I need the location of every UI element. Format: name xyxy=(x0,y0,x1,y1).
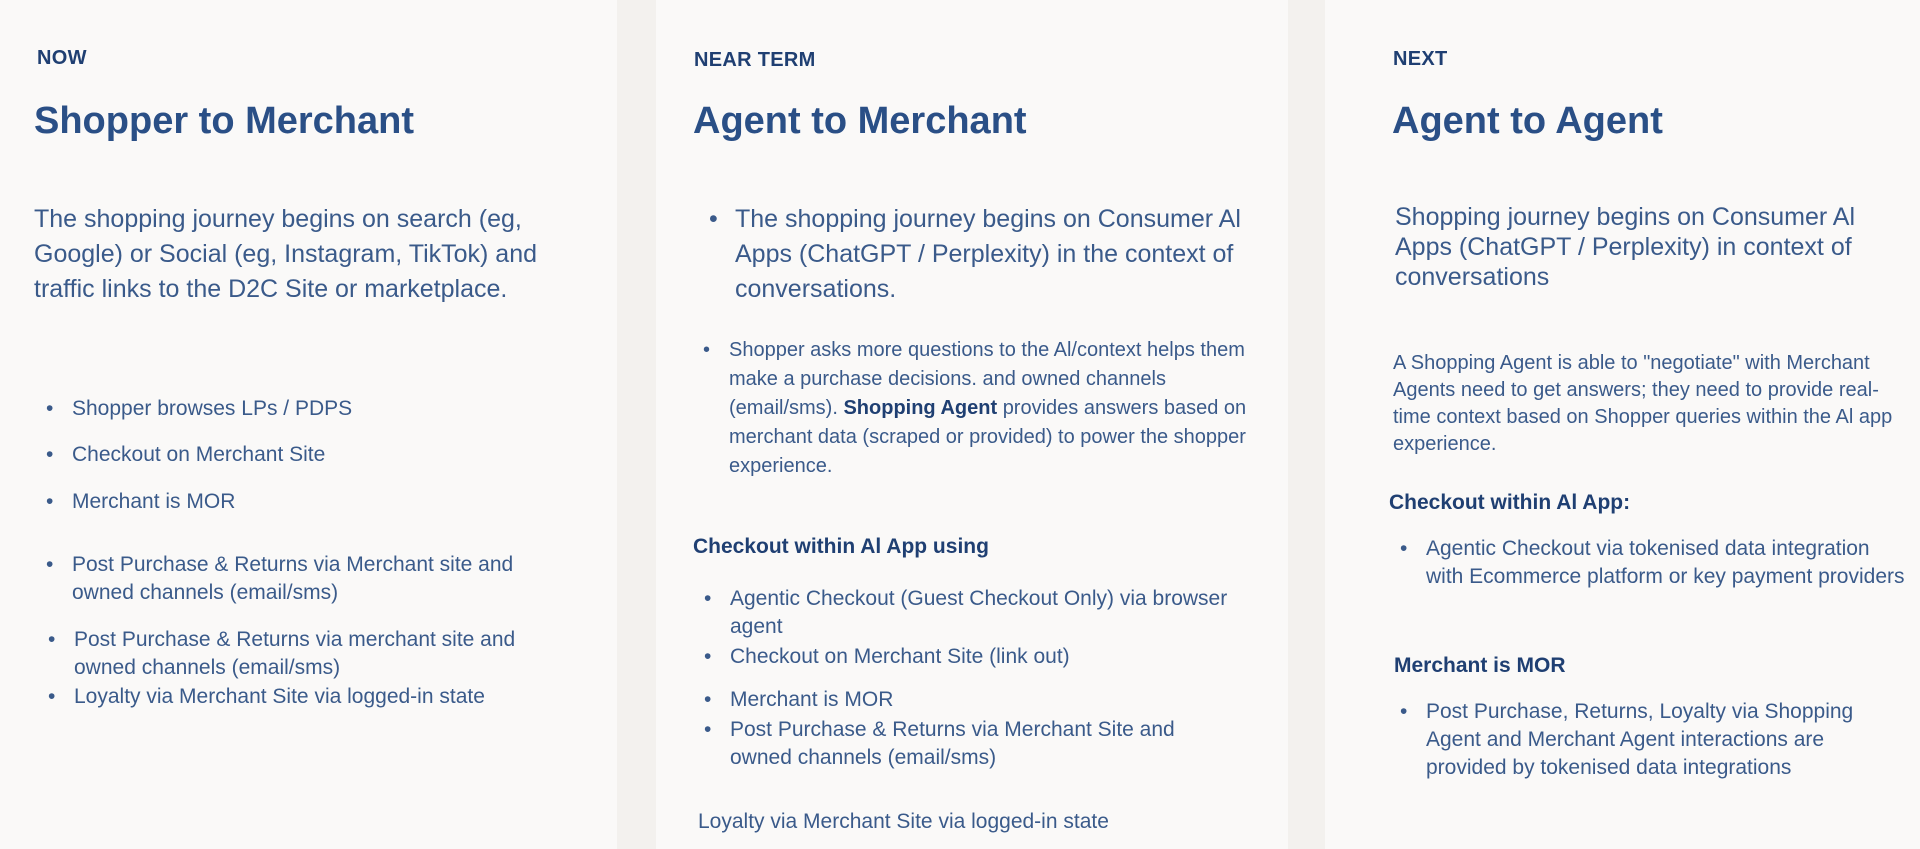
column-title: Shopper to Merchant xyxy=(34,100,415,142)
bullet-icon: • xyxy=(46,490,54,513)
bullet-icon: • xyxy=(704,718,712,741)
bullet-icon: • xyxy=(1400,537,1408,560)
list-item: • Post Purchase & Returns via merchant site and owned channels (email/sms) xyxy=(48,628,516,679)
list-item: • Post Purchase & Returns via Merchant site and owned channels (email/sms) xyxy=(46,553,514,604)
bullet-icon: • xyxy=(704,645,712,668)
section-heading: Checkout within Al App: xyxy=(1389,491,1631,514)
list-item: • Post Purchase & Returns via Merchant Site and owned channels (email/sms) xyxy=(704,718,1175,769)
bullet-icon: • xyxy=(1400,700,1408,723)
bullet-icon: • xyxy=(709,205,718,233)
list-item: • Checkout on Merchant Site (link out) xyxy=(730,643,1230,671)
column-now xyxy=(0,0,617,849)
column-title: Agent to Merchant xyxy=(693,100,1027,142)
list-item: • Shopper browses LPs / PDPS xyxy=(72,395,552,423)
column-next xyxy=(1325,0,1920,849)
column-title: Agent to Agent xyxy=(1392,100,1663,142)
column-near-term xyxy=(656,0,1288,849)
shopping-agent-label: Shopping Agent xyxy=(843,397,998,419)
list-item: • Agentic Checkout via tokenised data integration with Ecommerce platform or key payment providers xyxy=(1400,537,1905,588)
bullet-icon: • xyxy=(46,553,54,576)
bullet-icon: • xyxy=(48,685,56,708)
column-tag: NEXT xyxy=(1393,48,1448,70)
section-heading: Merchant is MOR xyxy=(1394,654,1566,677)
footer-text: Loyalty via Merchant Site via logged-in state xyxy=(698,810,1109,833)
list-item: • Loyalty via Merchant Site via logged-in state xyxy=(74,683,536,711)
list-item: • Agentic Checkout (Guest Checkout Only) via browser agent xyxy=(704,587,1228,638)
intro-text: Shopping journey begins on Consumer Al Apps (ChatGPT / Perplexity) in context of conversations xyxy=(1395,203,1856,291)
section-heading: Checkout within Al App using xyxy=(693,535,989,558)
list-item: • The shopping journey begins on Consumer Al Apps (ChatGPT / Perplexity) in the context of conversations. xyxy=(735,202,1255,307)
column-tag: NEAR TERM xyxy=(694,49,816,71)
list-item: • Merchant is MOR xyxy=(730,686,1230,714)
bullet-icon: • xyxy=(703,339,711,361)
list-item: • Shopper asks more questions to the Al/context helps them make a purchase decisions. and owned channels (email/sms). Shopping Agent provides answers based on merchant data (scraped or provided) to power the shopper experience. xyxy=(729,336,1259,481)
column-tag: NOW xyxy=(37,47,87,69)
list-item: • Post Purchase, Returns, Loyalty via Shopping Agent and Merchant Agent interactions are provided by tokenised data integrations xyxy=(1400,700,1854,779)
list-item: • Merchant is MOR xyxy=(72,488,552,516)
bullet-icon: • xyxy=(46,443,54,466)
bullet-icon: • xyxy=(48,628,56,651)
intro-text: The shopping journey begins on search (eg, Google) or Social (eg, Instagram, TikTok) and traffic links to the D2C Site or marketplace. xyxy=(34,205,538,303)
paragraph-text: A Shopping Agent is able to "negotiate" with Merchant Agents need to get answers; they need to provide real-time context based on Shopper queries within the Al app experience. xyxy=(1393,352,1893,455)
bullet-icon: • xyxy=(704,688,712,711)
bullet-icon: • xyxy=(704,587,712,610)
list-item: • Checkout on Merchant Site xyxy=(72,441,552,469)
bullet-icon: • xyxy=(46,397,54,420)
